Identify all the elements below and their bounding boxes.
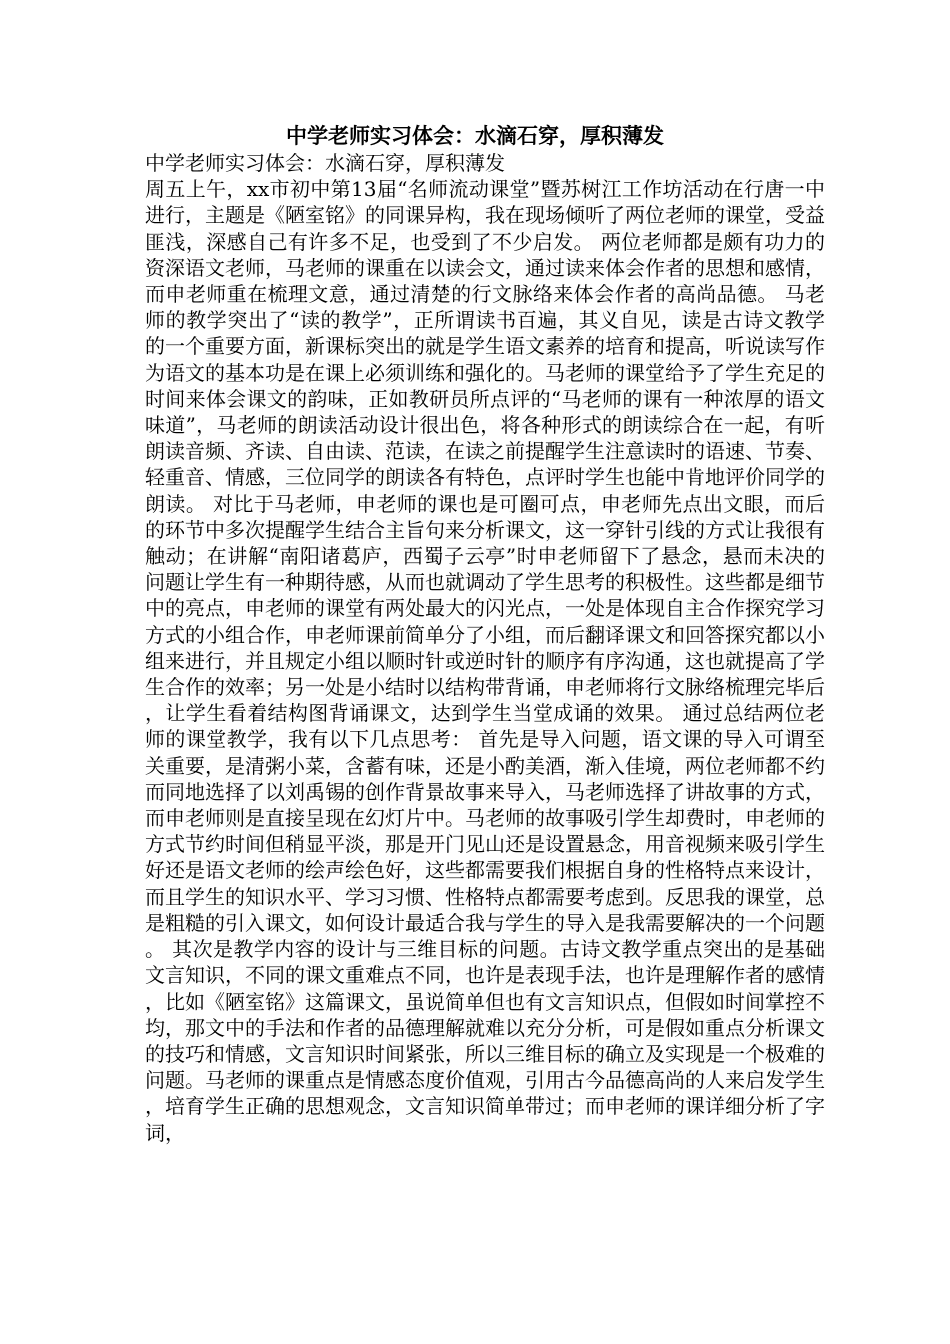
document-title: 中学老师实习体会：水滴石穿，厚积薄发	[286, 123, 664, 148]
document-body	[145, 150, 825, 1146]
document-paragraph: 周五上午，xx市初中第13届“名师流动课堂”暨苏树江工作坊活动在行唐一中进行，主题是《陋室铭》的同课异构，我在现场倾听了两位老师的课堂，受益匪浅，深感自己有许多不足，也受到了不少启发。 两位老师都是颇有功力的资深语文老师，马老师的课重在以读会文，通过读来体会作者的思想和感情，而申老师重在梳理文意，通过清楚的行文脉络来体会作者的高尚品德。 马老师的教学突出了“读的教学”，正所谓读书百遍，其义自见，读是古诗文教学的一个重要方面，新课标突出的就是学生语文素养的培育和提高，听说读写作为语文的基本功是在课上必须训练和强化的。马老师的课堂给予了学生充足的时间来体会课文的韵味，正如教研员所点评的“马老师的课有一种浓厚的语文味道”，马老师的朗读活动设计很出色，将各种形式的朗读综合在一起，有听朗读音频、齐读、自由读、范读，在读之前提醒学生注意读时的语速、节奏、轻重音、情感，三位同学的朗读各有特色，点评时学生也能中肯地评价同学的朗读。 对比于马老师，申老师的课也是可圈可点，申老师先点出文眼，而后的环节中多次提醒学生结合主旨句来分析课文，这一穿针引线的方式让我很有触动；在讲解“南阳诸葛庐，西蜀子云亭”时申老师留下了悬念，悬而未决的问题让学生有一种期待感，从而也就调动了学生思考的积极性。这些都是细节中的亮点，申老师的课堂有两处最大的闪光点，一处是体现自主合作探究学习方式的小组合作，申老师课前简单分了小组，而后翻译课文和回答探究都以小组来进行，并且规定小组以顺时针或逆时针的顺序有序沟通，这也就提高了学生合作的效率；另一处是小结时以结构带背诵，申老师将行文脉络梳理完毕后，让学生看着结构图背诵课文，达到学生当堂成诵的效果。 通过总结两位老师的课堂教学，我有以下几点思考： 首先是导入问题，语文课的导入可谓至关重要，是清粥小菜，含蓄有味，还是小酌美酒，渐入佳境，两位老师都不约而同地选择了以刘禹锡的创作背景故事来导入，马老师选择了讲故事的方式，而申老师则是直接呈现在幻灯片中。马老师的故事吸引学生却费时，申老师的方式节约时间但稍显平淡，那是开门见山还是设置悬念，用音视频来吸引学生好还是语文老师的绘声绘色好，这些都需要我们根据自身的性格特点来设计，而且学生的知识水平、学习习惯、性格特点都需要考虑到。反思我的课堂，总是粗糙的引入课文，如何设计最适合我与学生的导入是我需要解决的一个问题。 其次是教学内容的设计与三维目标的问题。古诗文教学重点突出的是基础文言知识，不同的课文重难点不同，也许是表现手法，也许是理解作者的感情，比如《陋室铭》这篇课文，虽说简单但也有文言知识点，但假如时间掌控不均，那文中的手法和作者的品德理解就难以充分分析，可是假如重点分析课文的技巧和情感，文言知识时间紧张，所以三维目标的确立及实现是一个极难的问题。马老师的课重点是情感态度价值观，引用古今品德高尚的人来启发学生，培育学生正确的思想观念，文言知识简单带过；而申老师的课详细分析了字词，	[145, 177, 825, 1145]
document-subtitle: 中学老师实习体会：水滴石穿，厚积薄发	[145, 151, 505, 175]
